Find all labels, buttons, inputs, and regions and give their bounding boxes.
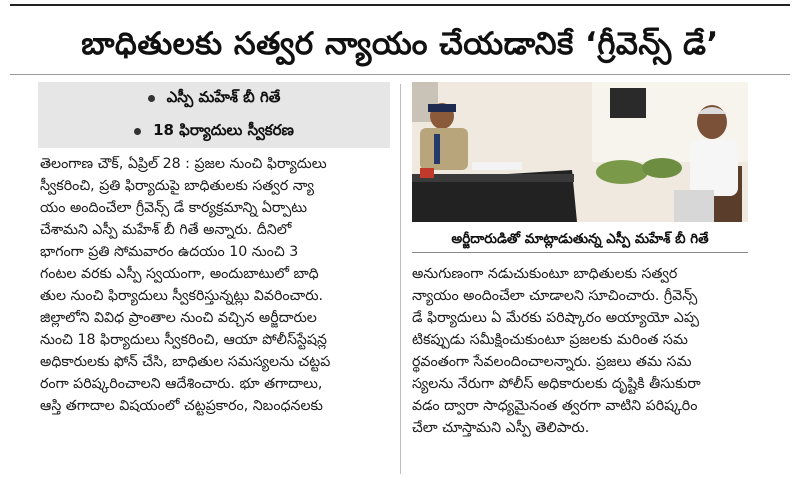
text-line: రంగా పరిష్కరించాలని ఆదేశించారు. భూ తగాదాలు, xyxy=(40,376,323,392)
text-line: చేశామని ఎస్పీ మహేశ్ బీ గితే అన్నారు. దీనిలో xyxy=(40,222,292,238)
highlight-item xyxy=(38,82,390,115)
headline-rule xyxy=(10,74,790,75)
text-line: ఆస్తి తగాదాల విషయంలో చట్టప్రకారం, నిబంధనలకు xyxy=(40,398,323,414)
text-line: గంటల వరకు ఎస్పీ స్వయంగా, అందుబాటులో బాధి xyxy=(40,266,319,282)
highlight-text: 18 ఫిర్యాదులు స్వీకరణ xyxy=(153,120,294,139)
article-body-left xyxy=(40,153,392,417)
text-line: తెలంగాణ చౌక్, ఏప్రిల్ 28 : ప్రజల నుంచి ఫిర్యాదులు xyxy=(40,156,327,172)
text-line: చేలా చూస్తామని ఎస్పీ తెలిపారు. xyxy=(412,420,590,436)
article-body-right xyxy=(412,263,748,439)
text-line: ర్థవంతంగా సేవలందించాలన్నారు. ప్రజలు తమ సమ xyxy=(412,354,692,370)
text-line: యం అందించేలా గ్రీవెన్స్ డే కార్యక్రమాన్ని ఏర్పాటు xyxy=(40,200,308,216)
top-rule xyxy=(10,4,790,6)
headline: బాధితులకు సత్వర న్యాయం చేయడానికే ‘గ్రీవెన్స్ డే’ xyxy=(81,26,719,62)
text-line: డే ఫిర్యాదులు ఏ మేరకు పరిష్కారం అయ్యాయో ఎప్ప xyxy=(412,310,700,326)
text-line: భాగంగా ప్రతి సోమవారం ఉదయం 10 నుంచి 3 xyxy=(40,244,299,260)
text-line: జిల్లాలోని వివిధ ప్రాంతాల నుంచి వచ్చిన అర్జీదారుల xyxy=(40,310,317,326)
news-photo xyxy=(412,82,748,222)
photo-caption: అర్జీదారుడితో మాట్లాడుతున్న ఎస్పీ మహేశ్ బీ గితే xyxy=(412,226,748,253)
text-line: స్వీకరించి, ప్రతి ఫిర్యాదుపై బాధితులకు సత్వర న్యా xyxy=(40,178,314,194)
text-line: తుల నుంచి ఫిర్యాదులు స్వీకరిస్తున్నట్లు వివరించారు. xyxy=(40,288,324,304)
text-line: అధికారులకు ఫోన్ చేసి, బాధితుల సమస్యలను చట్టప xyxy=(40,354,331,370)
highlight-text: ఎస్పీ మహేశ్ బీ గితే xyxy=(166,87,281,106)
text-line: టికప్పుడు సమీక్షించుకుంటూ ప్రజలకు మరింత సమ xyxy=(412,332,688,348)
highlight-item xyxy=(38,115,390,148)
column-divider xyxy=(400,84,401,474)
text-line: అనుగుణంగా నడుచుకుంటూ బాధితులకు సత్వర xyxy=(412,266,678,282)
bullet-icon xyxy=(134,128,141,135)
bullet-icon xyxy=(148,95,155,102)
news-photo-illustration xyxy=(412,82,748,222)
text-line: స్యలను నేరుగా పోలీస్ అధికారులకు దృష్టికి తీసుకురా xyxy=(412,376,701,392)
text-line: న్యాయం అందించేలా చూడాలని సూచించారు. గ్రీవెన్స్ xyxy=(412,288,698,304)
text-line: వడం ద్వారా సాధ్యమైనంత త్వరగా వాటిని పరిష్కరిం xyxy=(412,398,698,414)
highlights-box xyxy=(38,82,390,148)
text-line: నుంచి 18 ఫిర్యాదులు స్వీకరించి, ఆయా పోలీస్‌స్టేషన్ల xyxy=(40,332,327,348)
